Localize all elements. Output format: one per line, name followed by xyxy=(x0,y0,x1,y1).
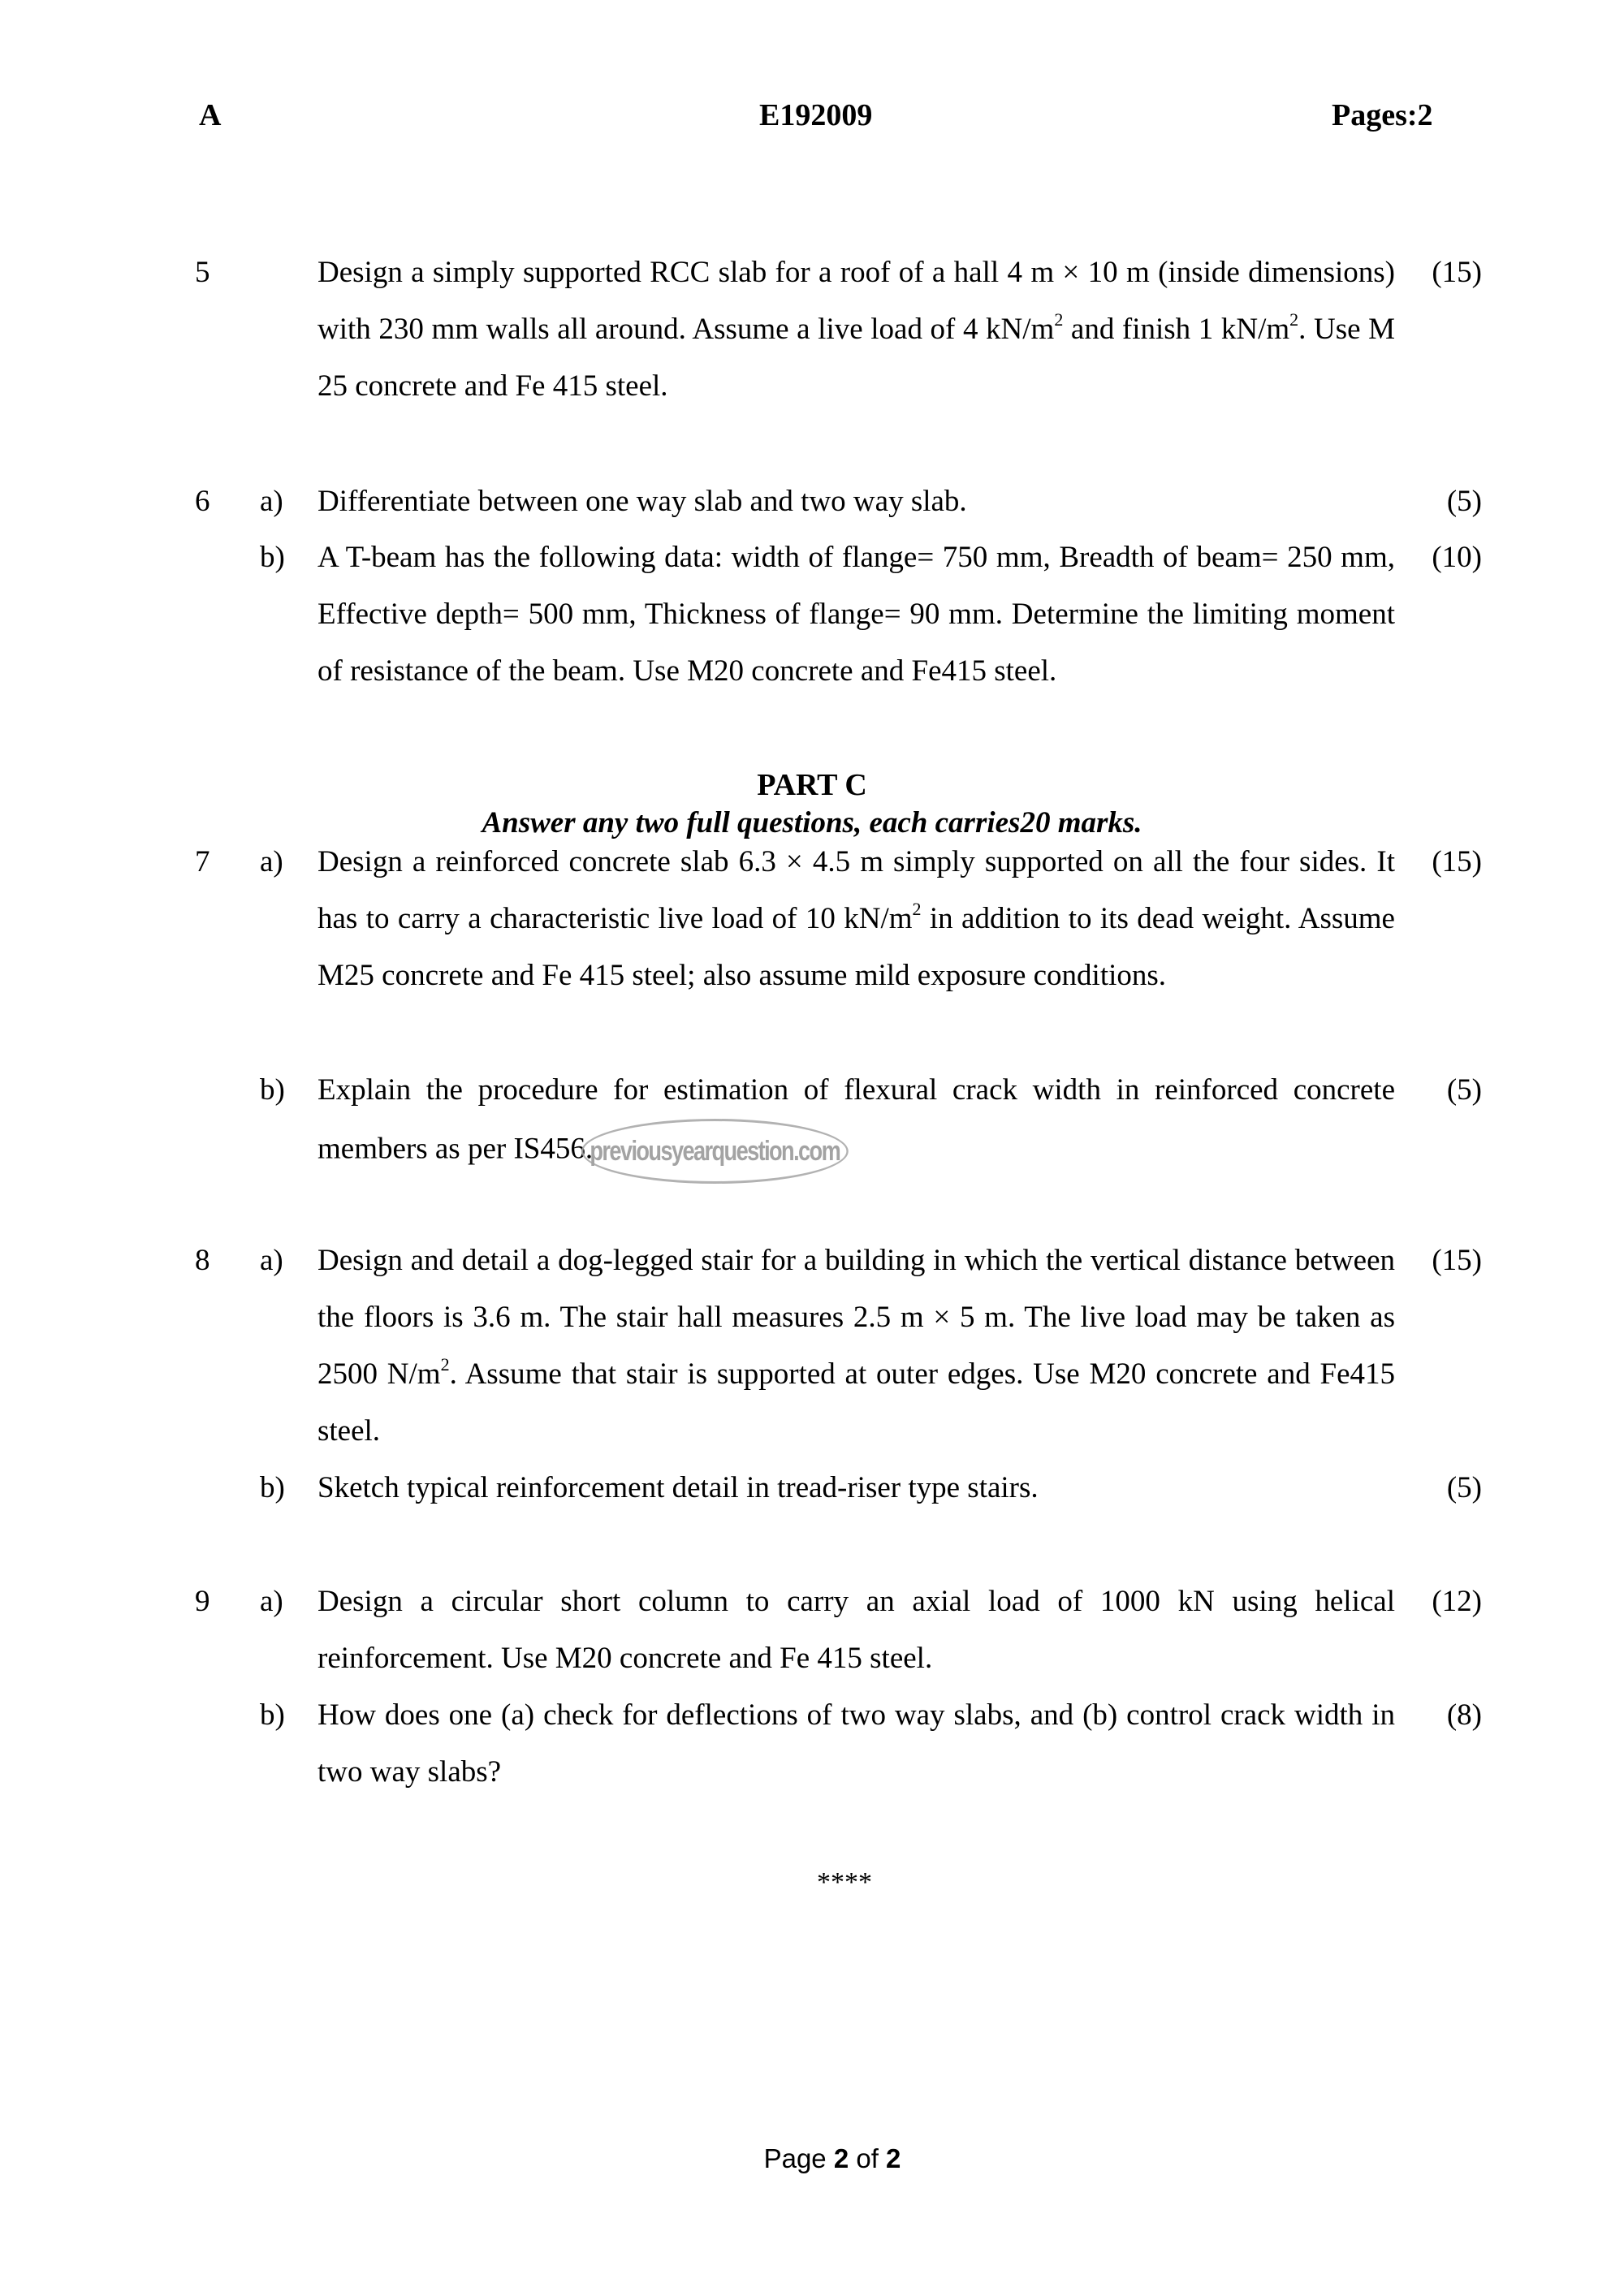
marks: (5) xyxy=(1446,1073,1482,1107)
question-letter: a) xyxy=(260,485,283,518)
marks: (8) xyxy=(1446,1698,1482,1732)
question-number: 5 xyxy=(195,256,210,289)
question-letter: a) xyxy=(260,1244,283,1277)
watermark-logo: previousyearquestion.com xyxy=(581,1119,849,1184)
question-text: A T-beam has the following data: width of flange= 750 mm, Breadth of beam= 250 mm, Effective depth= 500 mm, Thickness of flange= 90 mm. Determine the limiting moment of resistance of the beam. Use M20 concrete and Fe415 steel. xyxy=(317,541,1395,688)
question-number: 7 xyxy=(195,845,210,878)
question-letter: b) xyxy=(260,1073,285,1107)
marks: (12) xyxy=(1432,1585,1482,1618)
question-text: Design a reinforced concrete slab 6.3 × 4.5 m simply supported on all the four sides. It has to carry a characteristic live load of 10 $kN/m^2$ in addition to its dead weight. Assume M25 concrete and Fe 415 steel; also assume mild exposure conditions. xyxy=(317,845,1395,992)
question-text: How does one (a) check for deflections of two way slabs, and (b) control crack width in two way slabs? xyxy=(317,1698,1395,1789)
question-text: Design a circular short column to carry an axial load of 1000 kN using helical reinforcement. Use M20 concrete and Fe 415 steel. xyxy=(317,1585,1395,1675)
question-text: Differentiate between one way slab and two way slab. xyxy=(317,485,967,518)
set-label: A xyxy=(199,98,222,132)
part-c-instruction: Answer any two full questions, each carries20 marks. xyxy=(482,806,1142,839)
question-text: Sketch typical reinforcement detail in tread-riser type stairs. xyxy=(317,1471,1039,1504)
question-letter: a) xyxy=(260,1585,283,1618)
question-letter: b) xyxy=(260,1698,285,1732)
page-footer: Page 2 of 2 xyxy=(763,2143,901,2173)
marks: (5) xyxy=(1446,485,1482,518)
marks: (5) xyxy=(1446,1471,1482,1504)
question-number: 6 xyxy=(195,485,210,518)
question-number: 9 xyxy=(195,1585,210,1618)
page-count: Pages:2 xyxy=(1332,98,1433,132)
part-c-title: PART C xyxy=(757,768,867,802)
question-letter: a) xyxy=(260,845,283,878)
question-letter: b) xyxy=(260,1471,285,1504)
question-text: Design and detail a dog-legged stair for a building in which the vertical distance between the floors is 3.6 m. The stair hall measures 2.5 m × 5 m. The live load may be taken as 2500 $N/m^2$. Assume that stair is supported at outer edges. Use M20 concrete and Fe415 steel. xyxy=(317,1244,1395,1448)
question-number: 8 xyxy=(195,1244,210,1277)
marks: (15) xyxy=(1432,845,1482,878)
marks: (10) xyxy=(1432,541,1482,574)
marks: (15) xyxy=(1432,1244,1482,1277)
question-text: Explain the procedure for estimation of flexural crack width in reinforced concrete members as per IS456.previousyearquestion.com xyxy=(317,1062,1395,1184)
end-mark: **** xyxy=(817,1867,872,1897)
paper-code: E192009 xyxy=(759,98,873,132)
question-letter: b) xyxy=(260,541,285,574)
marks: (15) xyxy=(1432,256,1482,289)
question-text: Design a simply supported RCC slab for a roof of a hall 4 m × 10 m (inside dimensions) with 230 mm walls all around. Assume a live load of 4 $kN/m^2$ and finish 1 $kN/m^2$. Use M 25 concrete and Fe 415 steel. xyxy=(317,256,1395,403)
